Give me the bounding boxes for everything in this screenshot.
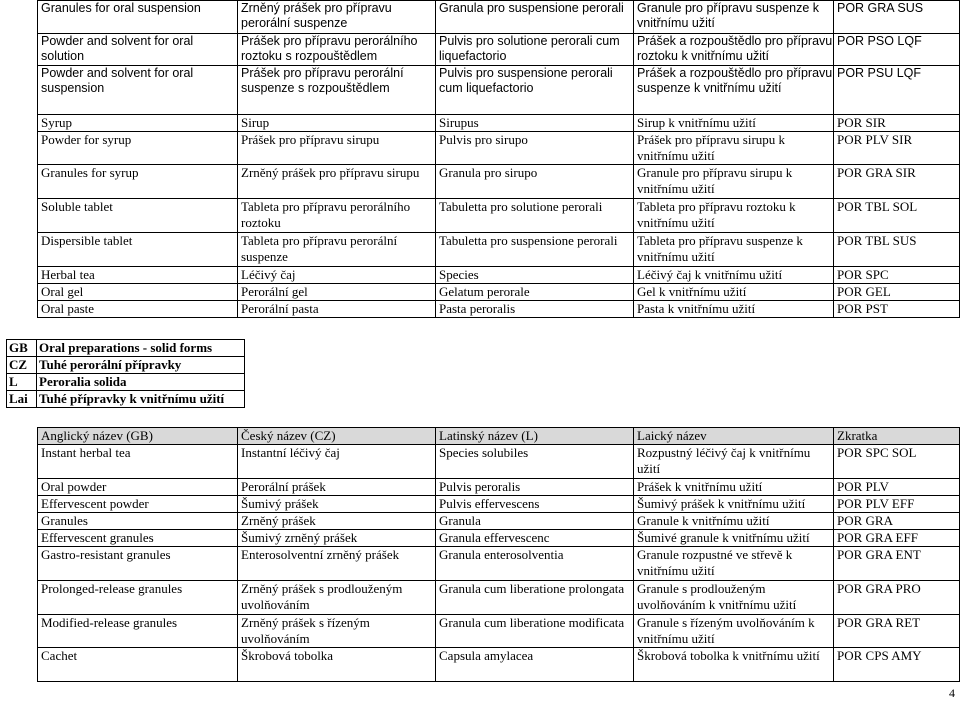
table-cell: Granula enterosolventia <box>436 547 634 581</box>
table-cell: Prášek pro přípravu sirupu <box>238 132 436 165</box>
table-cell: Zrněný prášek s prodlouženým uvolňováním <box>238 581 436 615</box>
table-cell: Prášek k vnitřnímu užití <box>634 479 834 496</box>
table-cell: Instant herbal tea <box>38 445 238 479</box>
table-cell: Tableta pro přípravu perorálního roztoku <box>238 199 436 233</box>
table-row <box>38 34 960 66</box>
table-cell: Pulvis peroralis <box>436 479 634 496</box>
table-cell: POR TBL SUS <box>834 233 960 267</box>
table-row <box>38 199 960 233</box>
table-cell: POR GRA RET <box>834 615 960 648</box>
table-cell: Pasta k vnitřnímu užití <box>634 301 834 318</box>
table-cell: POR PSU LQF <box>834 66 960 115</box>
table-header-row <box>38 428 960 445</box>
table-cell: Cachet <box>38 648 238 682</box>
table-cell: Herbal tea <box>38 267 238 284</box>
table-cell: POR GRA SIR <box>834 165 960 199</box>
page-number: 4 <box>949 686 955 700</box>
table-cell: Pulvis pro solutione perorali cum liquefactorio <box>436 34 634 66</box>
legend-table <box>6 339 245 408</box>
table-cell: Tabuletta pro solutione perorali <box>436 199 634 233</box>
table-cell: Granule pro přípravu sirupu k vnitřnímu užití <box>634 165 834 199</box>
table-cell: Peroralia solida <box>37 374 245 391</box>
table-cell: Perorální prášek <box>238 479 436 496</box>
table-cell: Tabuletta pro suspensione perorali <box>436 233 634 267</box>
table-cell: Enterosolventní zrněný prášek <box>238 547 436 581</box>
table-cell: Granula cum liberatione prolongata <box>436 581 634 615</box>
table-cell: POR SPC <box>834 267 960 284</box>
table-cell: CZ <box>7 357 37 374</box>
table-cell: Zrněný prášek s řízeným uvolňováním <box>238 615 436 648</box>
table-cell: Prášek pro přípravu perorální suspenze s rozpouštědlem <box>238 66 436 115</box>
table-cell: Species <box>436 267 634 284</box>
table-cell: Granule k vnitřnímu užití <box>634 513 834 530</box>
table-cell: Gelatum perorale <box>436 284 634 301</box>
table-cell: Granula effervescenc <box>436 530 634 547</box>
table-cell: Škrobová tobolka k vnitřnímu užití <box>634 648 834 682</box>
table-cell: POR PLV EFF <box>834 496 960 513</box>
column-header: Anglický název (GB) <box>38 428 238 445</box>
table-cell: Tableta pro přípravu perorální suspenze <box>238 233 436 267</box>
table-cell: Granula cum liberatione modificata <box>436 615 634 648</box>
table-cell: POR CPS AMY <box>834 648 960 682</box>
table-cell: Species solubiles <box>436 445 634 479</box>
table-cell: POR GRA EFF <box>834 530 960 547</box>
table-cell: Powder and solvent for oral solution <box>38 34 238 66</box>
table-cell: Granule pro přípravu suspenze k vnitřnímu užití <box>634 1 834 34</box>
table-cell: Tuhé přípravky k vnitřnímu užití <box>37 391 245 408</box>
table-cell: Gel k vnitřnímu užití <box>634 284 834 301</box>
solid-forms-table-body <box>38 428 960 682</box>
table-cell: Pulvis pro sirupo <box>436 132 634 165</box>
table-cell: Gastro-resistant granules <box>38 547 238 581</box>
table-cell: Zrněný prášek pro přípravu perorální suspenze <box>238 1 436 34</box>
legend-row <box>7 340 245 357</box>
table-row <box>38 547 960 581</box>
table-cell: Sirupus <box>436 115 634 132</box>
table-cell: Tuhé perorální přípravky <box>37 357 245 374</box>
table-cell: Léčivý čaj <box>238 267 436 284</box>
table-cell: POR SIR <box>834 115 960 132</box>
table-cell: Perorální gel <box>238 284 436 301</box>
table-cell: Granule s prodlouženým uvolňováním k vnitřnímu užití <box>634 581 834 615</box>
table-cell: Sirup <box>238 115 436 132</box>
table-cell: POR GRA ENT <box>834 547 960 581</box>
table-cell: Šumivý prášek k vnitřnímu užití <box>634 496 834 513</box>
table-cell: POR GEL <box>834 284 960 301</box>
top-dosage-form-table <box>37 0 960 318</box>
table-cell: Sirup k vnitřnímu užití <box>634 115 834 132</box>
table-cell: Syrup <box>38 115 238 132</box>
table-cell: Oral paste <box>38 301 238 318</box>
solid-forms-table <box>37 427 960 682</box>
table-cell: Tableta pro přípravu suspenze k vnitřnímu užití <box>634 233 834 267</box>
table-cell: Zrněný prášek pro přípravu sirupu <box>238 165 436 199</box>
table-row <box>38 479 960 496</box>
table-cell: Perorální pasta <box>238 301 436 318</box>
table-row <box>38 267 960 284</box>
top-table-body <box>38 1 960 318</box>
legend-table-body <box>7 340 245 408</box>
table-cell: Zrněný prášek <box>238 513 436 530</box>
table-row <box>38 115 960 132</box>
table-row <box>38 1 960 34</box>
table-cell: Instantní léčivý čaj <box>238 445 436 479</box>
table-cell: Prášek pro přípravu perorálního roztoku s rozpouštědlem <box>238 34 436 66</box>
table-cell: Pulvis effervescens <box>436 496 634 513</box>
table-cell: Granule s řízeným uvolňováním k vnitřnímu užití <box>634 615 834 648</box>
column-header: Český název (CZ) <box>238 428 436 445</box>
table-cell: Šumivé granule k vnitřnímu užití <box>634 530 834 547</box>
table-cell: POR GRA SUS <box>834 1 960 34</box>
table-cell: Granula pro suspensione perorali <box>436 1 634 34</box>
table-cell: Effervescent powder <box>38 496 238 513</box>
table-cell: POR PST <box>834 301 960 318</box>
table-row <box>38 233 960 267</box>
table-cell: Oral powder <box>38 479 238 496</box>
table-row <box>38 284 960 301</box>
column-header: Latinský název (L) <box>436 428 634 445</box>
table-cell: POR GRA PRO <box>834 581 960 615</box>
table-row <box>38 66 960 115</box>
table-row <box>38 165 960 199</box>
table-row <box>38 581 960 615</box>
table-row <box>38 445 960 479</box>
table-cell: Effervescent granules <box>38 530 238 547</box>
table-cell: Léčivý čaj k vnitřnímu užití <box>634 267 834 284</box>
table-row <box>38 496 960 513</box>
column-header: Zkratka <box>834 428 960 445</box>
table-row <box>38 648 960 682</box>
table-cell: POR PLV <box>834 479 960 496</box>
table-cell: Prášek a rozpouštědlo pro přípravu roztoku k vnitřnímu užití <box>634 34 834 66</box>
column-header: Laický název <box>634 428 834 445</box>
table-cell: Oral gel <box>38 284 238 301</box>
table-cell: GB <box>7 340 37 357</box>
table-cell: Powder for syrup <box>38 132 238 165</box>
table-row <box>38 530 960 547</box>
table-cell: Šumivý prášek <box>238 496 436 513</box>
table-cell: Pulvis pro suspensione perorali cum liquefactorio <box>436 66 634 115</box>
table-row <box>38 513 960 530</box>
table-row <box>38 301 960 318</box>
table-cell: Prolonged-release granules <box>38 581 238 615</box>
table-cell: Powder and solvent for oral suspension <box>38 66 238 115</box>
table-cell: Granula <box>436 513 634 530</box>
table-row <box>38 615 960 648</box>
legend-row <box>7 374 245 391</box>
table-cell: Capsula amylacea <box>436 648 634 682</box>
table-cell: Granules for oral suspension <box>38 1 238 34</box>
table-cell: POR SPC SOL <box>834 445 960 479</box>
table-cell: Šumivý zrněný prášek <box>238 530 436 547</box>
table-cell: Tableta pro přípravu roztoku k vnitřnímu užití <box>634 199 834 233</box>
table-cell: POR PSO LQF <box>834 34 960 66</box>
table-cell: Granule rozpustné ve střevě k vnitřnímu užití <box>634 547 834 581</box>
table-cell: Pasta peroralis <box>436 301 634 318</box>
table-cell: Prášek pro přípravu sirupu k vnitřnímu užití <box>634 132 834 165</box>
table-cell: Prášek a rozpouštědlo pro přípravu suspenze k vnitřnímu užití <box>634 66 834 115</box>
table-cell: Modified-release granules <box>38 615 238 648</box>
table-cell: POR TBL SOL <box>834 199 960 233</box>
table-cell: Dispersible tablet <box>38 233 238 267</box>
table-row <box>38 132 960 165</box>
table-cell: POR GRA <box>834 513 960 530</box>
table-cell: Granules <box>38 513 238 530</box>
table-cell: Granula pro sirupo <box>436 165 634 199</box>
table-cell: Rozpustný léčivý čaj k vnitřnímu užití <box>634 445 834 479</box>
legend-row <box>7 357 245 374</box>
table-cell: L <box>7 374 37 391</box>
legend-row <box>7 391 245 408</box>
table-cell: Lai <box>7 391 37 408</box>
table-cell: POR PLV SIR <box>834 132 960 165</box>
table-cell: Soluble tablet <box>38 199 238 233</box>
table-cell: Škrobová tobolka <box>238 648 436 682</box>
table-cell: Granules for syrup <box>38 165 238 199</box>
table-cell: Oral preparations - solid forms <box>37 340 245 357</box>
